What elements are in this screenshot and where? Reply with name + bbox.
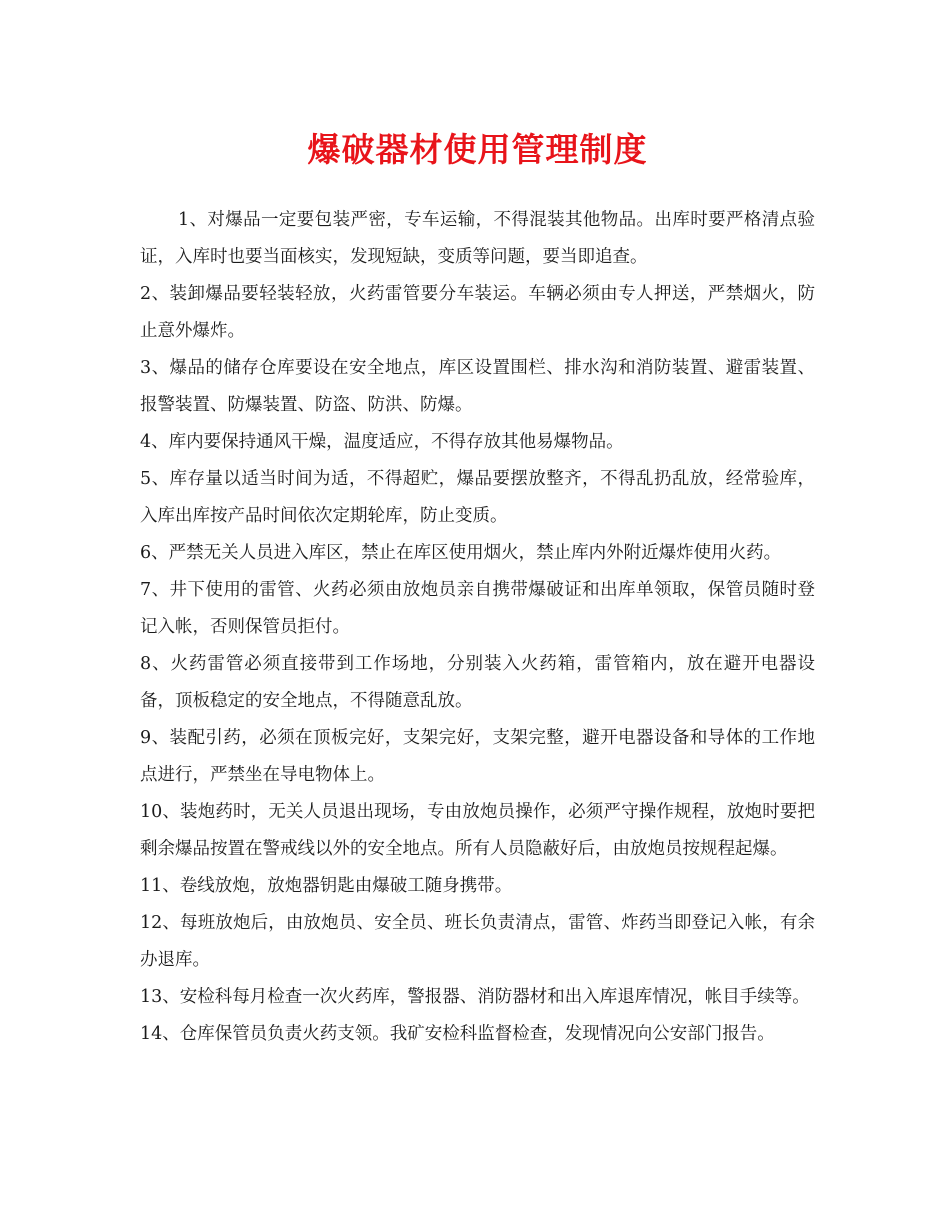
rule-paragraph-1: 1、对爆品一定要包装严密，专车运输，不得混装其他物品。出库时要严格清点验证，入库时也要当面核实，发现短缺，变质等问题，要当即追查。	[140, 210, 815, 267]
rule-paragraph-9: 9、装配引药，必须在顶板完好，支架完好，支架完整，避开电器设备和导体的工作地点进行，严禁坐在导电物体上。	[140, 728, 815, 785]
rule-paragraph-3: 3、爆品的储存仓库要设在安全地点，库区设置围栏、排水沟和消防装置、避雷装置、报警装置、防爆装置、防盗、防洪、防爆。	[140, 358, 815, 415]
rule-paragraph-2: 2、装卸爆品要轻装轻放，火药雷管要分车装运。车辆必须由专人押送，严禁烟火，防止意外爆炸。	[140, 284, 815, 341]
document-body	[140, 202, 815, 1053]
rule-paragraph-7: 7、井下使用的雷管、火药必须由放炮员亲自携带爆破证和出库单领取，保管员随时登记入帐，否则保管员拒付。	[140, 580, 815, 637]
document-title: 爆破器材使用管理制度	[307, 130, 648, 169]
rule-paragraph-12: 12、每班放炮后，由放炮员、安全员、班长负责清点，雷管、炸药当即登记入帐，有余办退库。	[140, 913, 815, 970]
rule-paragraph-13: 13、安检科每月检查一次火药库，警报器、消防器材和出入库退库情况，帐目手续等。	[140, 987, 810, 1007]
rule-paragraph-5: 5、库存量以适当时间为适，不得超贮，爆品要摆放整齐，不得乱扔乱放，经常验库，入库出库按产品时间依次定期轮库，防止变质。	[140, 469, 815, 526]
rule-paragraph-8: 8、火药雷管必须直接带到工作场地，分别装入火药箱，雷管箱内，放在避开电器设备，顶板稳定的安全地点，不得随意乱放。	[140, 654, 815, 711]
rule-paragraph-14: 14、仓库保管员负责火药支领。我矿安检科监督检查，发现情况向公安部门报告。	[140, 1024, 775, 1044]
rule-paragraph-4: 4、库内要保持通风干燥，温度适应，不得存放其他易爆物品。	[140, 432, 624, 452]
rule-paragraph-11: 11、卷线放炮，放炮器钥匙由爆破工随身携带。	[140, 876, 513, 896]
rule-paragraph-6: 6、严禁无关人员进入库区，禁止在库区使用烟火，禁止库内外附近爆炸使用火药。	[140, 543, 782, 563]
rule-paragraph-10: 10、装炮药时，无关人员退出现场，专由放炮员操作，必须严守操作规程，放炮时要把剩余爆品按置在警戒线以外的安全地点。所有人员隐蔽好后，由放炮员按规程起爆。	[140, 802, 815, 859]
